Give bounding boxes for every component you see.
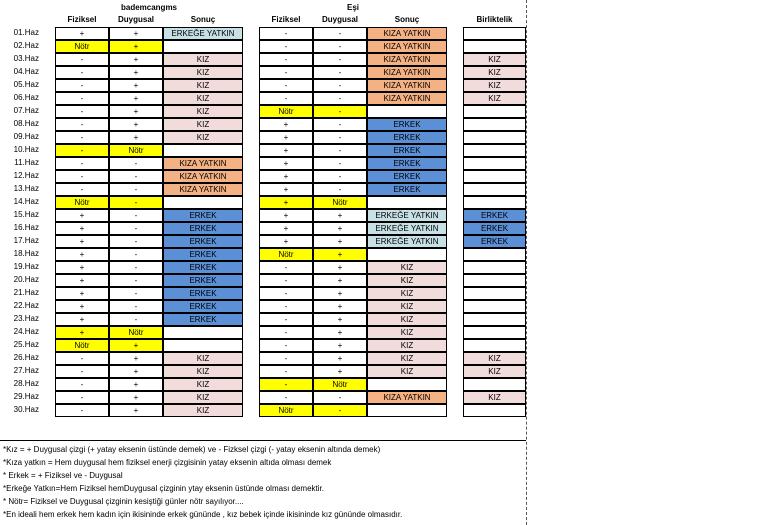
note-3: * Erkek = + Fiziksel ve - Duygusal <box>3 471 123 480</box>
cell-d1: + <box>109 118 163 131</box>
cell-f2: + <box>259 144 313 157</box>
cell-d1: - <box>109 209 163 222</box>
cell-b <box>463 157 526 170</box>
row-date: 03.Haz <box>13 54 39 63</box>
cell-f1: - <box>55 157 109 170</box>
cell-f2: Nötr <box>259 404 313 417</box>
cell-d1: - <box>109 157 163 170</box>
cell-d2: - <box>313 391 367 404</box>
cell-f1: - <box>55 404 109 417</box>
row-date: 11.Haz <box>14 158 39 167</box>
cell-b: KIZ <box>463 66 526 79</box>
cell-s1: KIZ <box>163 391 243 404</box>
cell-f2: - <box>259 391 313 404</box>
cell-s2: ERKEK <box>367 170 447 183</box>
cell-f1: + <box>55 274 109 287</box>
cell-f2: Nötr <box>259 105 313 118</box>
cell-s1 <box>163 339 243 352</box>
row-date: 23.Haz <box>13 314 39 323</box>
cell-d2: + <box>313 352 367 365</box>
cell-d2: - <box>313 157 367 170</box>
cell-d2: + <box>313 261 367 274</box>
note-1: *Kız = + Duygusal çizgi (+ yatay eksenin üstünde demek) ve - Fizksel çizgi (- yatay eksenin altında demek) <box>3 445 381 454</box>
cell-d1: + <box>109 66 163 79</box>
cell-f1: + <box>55 209 109 222</box>
cell-s2: ERKEK <box>367 144 447 157</box>
cell-s1: KIZ <box>163 66 243 79</box>
cell-f2: - <box>259 378 313 391</box>
cell-d1: - <box>109 313 163 326</box>
cell-s2: KIZ <box>367 313 447 326</box>
cell-d1: Nötr <box>109 144 163 157</box>
cell-b <box>463 248 526 261</box>
cell-b: KIZ <box>463 79 526 92</box>
cell-d1: + <box>109 27 163 40</box>
cell-d1: + <box>109 365 163 378</box>
cell-d2: + <box>313 248 367 261</box>
cell-f2: - <box>259 352 313 365</box>
notes <box>3 443 402 521</box>
row-date: 15.Haz <box>13 210 39 219</box>
cell-d2: + <box>313 300 367 313</box>
cell-d1: - <box>109 261 163 274</box>
col-fiziksel-1: Fiziksel <box>67 15 97 24</box>
note-6: *En ideali hem erkek hem kadın için ikisininde erkek gününde , kız bebek içinde ikisininde kız gününde olmasıdır. <box>3 510 403 519</box>
cell-s2 <box>367 196 447 209</box>
cell-f1: - <box>55 391 109 404</box>
cell-b <box>463 118 526 131</box>
cell-s1 <box>163 40 243 53</box>
cell-b <box>463 404 526 417</box>
cell-s2: KIZ <box>367 352 447 365</box>
cell-d2: Nötr <box>313 378 367 391</box>
row-date: 06.Haz <box>13 93 39 102</box>
cell-d2: + <box>313 326 367 339</box>
cell-d1: - <box>109 196 163 209</box>
cell-s1: ERKEK <box>163 274 243 287</box>
row-date: 29.Haz <box>13 392 39 401</box>
person2-header: Eşi <box>346 3 359 12</box>
cell-f2: - <box>259 274 313 287</box>
cell-d2: - <box>313 79 367 92</box>
cell-f2: + <box>259 183 313 196</box>
row-date: 28.Haz <box>13 379 39 388</box>
cell-d1: + <box>109 131 163 144</box>
cell-b <box>463 27 526 40</box>
cell-s2: KIZ <box>367 365 447 378</box>
cell-f2: Nötr <box>259 248 313 261</box>
cell-b <box>463 105 526 118</box>
cell-f2: + <box>259 209 313 222</box>
cell-f1: - <box>55 92 109 105</box>
cell-s1: ERKEK <box>163 209 243 222</box>
cell-d2: + <box>313 235 367 248</box>
cell-f1: + <box>55 235 109 248</box>
cell-d2: - <box>313 27 367 40</box>
row-date: 30.Haz <box>13 405 39 414</box>
row-date: 02.Haz <box>13 41 39 50</box>
cell-f2: + <box>259 222 313 235</box>
note-5: * Nötr= Fiziksel ve Duygusal çizginin kesiştiği günler nötr sayılıyor.... <box>3 497 244 506</box>
cell-b <box>463 183 526 196</box>
cell-s1: KIZ <box>163 79 243 92</box>
cell-d2: + <box>313 222 367 235</box>
row-date: 16.Haz <box>13 223 39 232</box>
col-sonuc-2: Sonuç <box>394 15 420 24</box>
cell-d1: + <box>109 53 163 66</box>
cell-s2: ERKEĞE YATKIN <box>367 235 447 248</box>
cell-s1: ERKEK <box>163 287 243 300</box>
cell-f1: - <box>55 170 109 183</box>
cell-f1: + <box>55 261 109 274</box>
row-date: 09.Haz <box>13 132 39 141</box>
cell-f1: + <box>55 287 109 300</box>
notes-separator <box>0 440 526 441</box>
cell-s1 <box>163 144 243 157</box>
cell-s1: ERKEK <box>163 300 243 313</box>
cell-f1: + <box>55 313 109 326</box>
cell-f1: - <box>55 183 109 196</box>
col-birliktelik: Birliktelik <box>476 15 513 24</box>
cell-d2: + <box>313 209 367 222</box>
cell-d2: - <box>313 53 367 66</box>
person1-header: bademcangms <box>120 3 178 12</box>
cell-d1: + <box>109 40 163 53</box>
row-date: 04.Haz <box>13 67 39 76</box>
cell-d2: - <box>313 40 367 53</box>
cell-s1: KIZ <box>163 131 243 144</box>
cell-d1: - <box>109 274 163 287</box>
row-date: 17.Haz <box>13 236 39 245</box>
cell-s2: KIZ <box>367 300 447 313</box>
cell-s1: ERKEK <box>163 313 243 326</box>
row-date: 14.Haz <box>13 197 39 206</box>
cell-s1: KIZ <box>163 92 243 105</box>
cell-f2: - <box>259 313 313 326</box>
cell-b <box>463 196 526 209</box>
cell-s1: KIZ <box>163 404 243 417</box>
cell-f2: + <box>259 118 313 131</box>
cell-s2 <box>367 248 447 261</box>
cell-f1: Nötr <box>55 339 109 352</box>
cell-s1: KIZA YATKIN <box>163 183 243 196</box>
cell-s2: KIZA YATKIN <box>367 66 447 79</box>
cell-s1: KIZ <box>163 53 243 66</box>
cell-d2: - <box>313 183 367 196</box>
cell-d2: + <box>313 274 367 287</box>
row-date: 12.Haz <box>13 171 39 180</box>
cell-d2: + <box>313 313 367 326</box>
cell-s1: ERKEĞE YATKIN <box>163 27 243 40</box>
cell-f1: Nötr <box>55 40 109 53</box>
cell-b <box>463 40 526 53</box>
cell-b: KIZ <box>463 391 526 404</box>
cell-d2: + <box>313 287 367 300</box>
cell-f2: - <box>259 27 313 40</box>
cell-d1: + <box>109 391 163 404</box>
cell-s2: ERKEK <box>367 183 447 196</box>
cell-d1: + <box>109 92 163 105</box>
cell-d2: - <box>313 131 367 144</box>
row-date: 26.Haz <box>13 353 39 362</box>
cell-f1: Nötr <box>55 196 109 209</box>
cell-s2: ERKEĞE YATKIN <box>367 209 447 222</box>
cell-d1: - <box>109 222 163 235</box>
cell-s1: KIZA YATKIN <box>163 157 243 170</box>
cell-b <box>463 131 526 144</box>
col-duygusal-2: Duygusal <box>321 15 358 24</box>
cell-d2: - <box>313 66 367 79</box>
cell-d2: - <box>313 404 367 417</box>
cell-s1: KIZ <box>163 105 243 118</box>
cell-s2: KIZ <box>367 287 447 300</box>
note-4: *Erkeğe Yatkın=Hem Fiziksel hemDuygusal çizginin ytay eksenin üstünde olması demektir. <box>3 484 324 493</box>
cell-b: KIZ <box>463 352 526 365</box>
row-date: 13.Haz <box>13 184 39 193</box>
cell-f1: + <box>55 222 109 235</box>
cell-f2: + <box>259 157 313 170</box>
cell-f2: - <box>259 287 313 300</box>
cell-s2: KIZ <box>367 339 447 352</box>
cell-s2: KIZ <box>367 261 447 274</box>
cell-f2: - <box>259 261 313 274</box>
cell-d1: + <box>109 404 163 417</box>
cell-s1 <box>163 196 243 209</box>
cell-f1: - <box>55 105 109 118</box>
row-date: 21.Haz <box>13 288 39 297</box>
cell-s1: ERKEK <box>163 235 243 248</box>
page-break-line <box>526 0 527 525</box>
cell-b: ERKEK <box>463 222 526 235</box>
cell-b <box>463 287 526 300</box>
cell-d1: + <box>109 105 163 118</box>
cell-b: ERKEK <box>463 209 526 222</box>
row-date: 05.Haz <box>13 80 39 89</box>
cell-s1: ERKEK <box>163 222 243 235</box>
cell-b: KIZ <box>463 92 526 105</box>
cell-f1: + <box>55 27 109 40</box>
cell-f1: + <box>55 326 109 339</box>
cell-f2: + <box>259 170 313 183</box>
cell-d2: - <box>313 170 367 183</box>
cell-s2: ERKEK <box>367 131 447 144</box>
row-date: 07.Haz <box>13 106 39 115</box>
cell-d2: - <box>313 92 367 105</box>
cell-d1: Nötr <box>109 326 163 339</box>
cell-s2: KIZA YATKIN <box>367 92 447 105</box>
cell-b <box>463 326 526 339</box>
cell-s2: KIZA YATKIN <box>367 79 447 92</box>
cell-b <box>463 170 526 183</box>
cell-d1: + <box>109 378 163 391</box>
cell-b <box>463 261 526 274</box>
cell-b <box>463 313 526 326</box>
cell-d2: - <box>313 118 367 131</box>
cell-s2: KIZA YATKIN <box>367 391 447 404</box>
row-date: 08.Haz <box>13 119 39 128</box>
cell-d1: + <box>109 79 163 92</box>
cell-f2: - <box>259 300 313 313</box>
cell-d1: - <box>109 300 163 313</box>
cell-f1: - <box>55 365 109 378</box>
cell-f1: - <box>55 66 109 79</box>
cell-s1 <box>163 326 243 339</box>
cell-b <box>463 339 526 352</box>
cell-s2: KIZ <box>367 274 447 287</box>
cell-f1: - <box>55 378 109 391</box>
cell-s2: ERKEK <box>367 118 447 131</box>
cell-f1: - <box>55 131 109 144</box>
cell-f1: - <box>55 118 109 131</box>
cell-f1: - <box>55 53 109 66</box>
cell-b <box>463 144 526 157</box>
cell-d1: - <box>109 183 163 196</box>
cell-d2: Nötr <box>313 196 367 209</box>
col-sonuc-1: Sonuç <box>190 15 216 24</box>
cell-f1: + <box>55 300 109 313</box>
cell-s2: ERKEĞE YATKIN <box>367 222 447 235</box>
row-date: 24.Haz <box>13 327 39 336</box>
cell-s2: KIZA YATKIN <box>367 27 447 40</box>
cell-f2: - <box>259 365 313 378</box>
cell-b: KIZ <box>463 365 526 378</box>
cell-f2: - <box>259 79 313 92</box>
cell-s1: KIZ <box>163 352 243 365</box>
cell-d1: - <box>109 287 163 300</box>
cell-s2: KIZA YATKIN <box>367 53 447 66</box>
cell-b <box>463 300 526 313</box>
cell-s1: KIZ <box>163 365 243 378</box>
cell-f2: - <box>259 40 313 53</box>
row-date: 01.Haz <box>13 28 39 37</box>
cell-s1: KIZ <box>163 118 243 131</box>
cell-d2: - <box>313 144 367 157</box>
col-fiziksel-2: Fiziksel <box>271 15 301 24</box>
row-date: 27.Haz <box>13 366 39 375</box>
cell-b: KIZ <box>463 53 526 66</box>
cell-s2 <box>367 404 447 417</box>
cell-d1: - <box>109 170 163 183</box>
row-date: 10.Haz <box>13 145 39 154</box>
cell-d2: - <box>313 105 367 118</box>
cell-f2: - <box>259 92 313 105</box>
cell-f2: - <box>259 326 313 339</box>
cell-d2: + <box>313 365 367 378</box>
row-date: 20.Haz <box>13 275 39 284</box>
cell-s2: KIZ <box>367 326 447 339</box>
cell-f1: - <box>55 144 109 157</box>
cell-s1: KIZA YATKIN <box>163 170 243 183</box>
cell-b <box>463 274 526 287</box>
row-date: 18.Haz <box>13 249 39 258</box>
cell-f2: - <box>259 53 313 66</box>
cell-f1: - <box>55 352 109 365</box>
cell-f2: - <box>259 66 313 79</box>
row-date: 25.Haz <box>13 340 39 349</box>
cell-b: ERKEK <box>463 235 526 248</box>
cell-s2 <box>367 378 447 391</box>
cell-s1: ERKEK <box>163 261 243 274</box>
cell-s2 <box>367 105 447 118</box>
cell-s1: ERKEK <box>163 248 243 261</box>
cell-f1: - <box>55 79 109 92</box>
cell-s1: KIZ <box>163 378 243 391</box>
cell-f2: + <box>259 196 313 209</box>
cell-d2: + <box>313 339 367 352</box>
cell-d1: - <box>109 248 163 261</box>
cell-f2: - <box>259 339 313 352</box>
col-duygusal-1: Duygusal <box>117 15 154 24</box>
row-date: 22.Haz <box>13 301 39 310</box>
cell-f2: + <box>259 235 313 248</box>
cell-d1: - <box>109 235 163 248</box>
cell-d1: + <box>109 352 163 365</box>
cell-d1: + <box>109 339 163 352</box>
row-date: 19.Haz <box>13 262 39 271</box>
cell-s2: ERKEK <box>367 157 447 170</box>
cell-s2: KIZA YATKIN <box>367 40 447 53</box>
cell-b <box>463 378 526 391</box>
note-2: *Kıza yatkın = Hem duygusal hem fiziksel enerji çizgisinin yatay eksenin altıda olması demek <box>3 458 332 467</box>
cell-f1: + <box>55 248 109 261</box>
cell-f2: + <box>259 131 313 144</box>
